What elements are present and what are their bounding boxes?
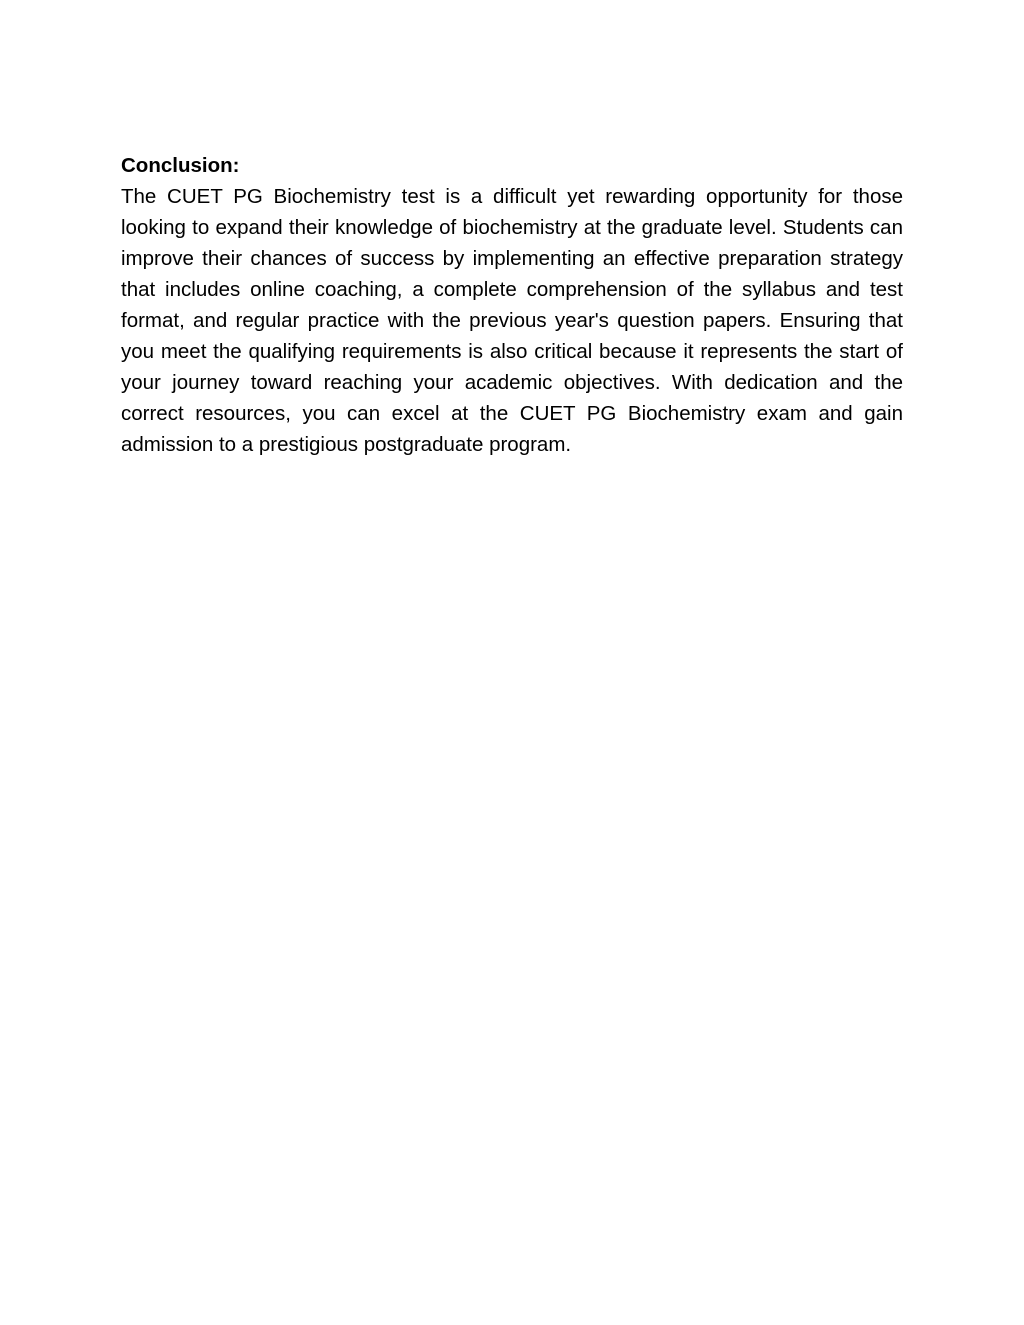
section-heading: Conclusion: xyxy=(121,154,240,177)
document-content xyxy=(121,150,903,460)
conclusion-paragraph: The CUET PG Biochemistry test is a difficult yet rewarding opportunity for those looking to expand their knowledge of biochemistry at the graduate level. Students can improve their chances of success by implementing an effective preparation strategy that includes online coaching, a complete comprehension of the syllabus and test format, and regular practice with the previous year's question papers. Ensuring that you meet the qualifying requirements is also critical because it represents the start of your journey toward reaching your academic objectives. With dedication and the correct resources, you can excel at the CUET PG Biochemistry exam and gain admission to a prestigious postgraduate program. xyxy=(121,185,903,456)
